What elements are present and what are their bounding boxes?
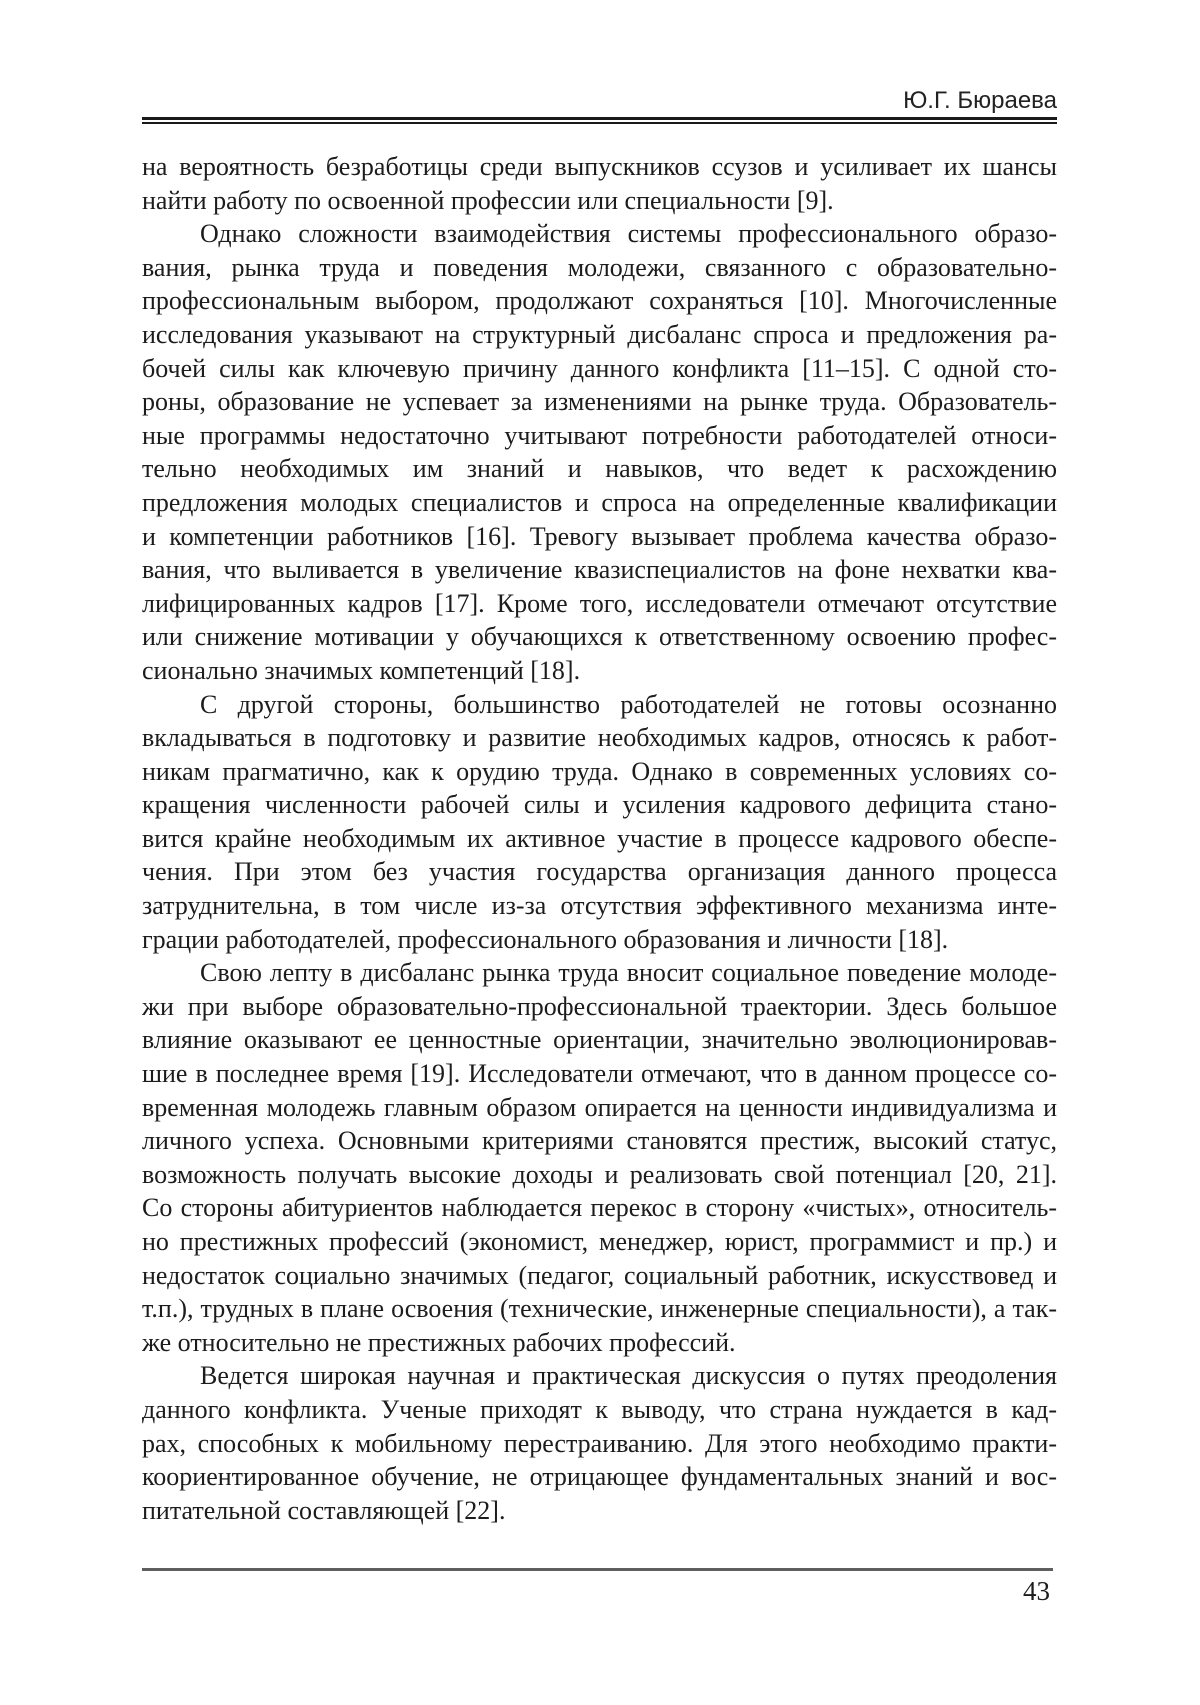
text-line: недостаток социально значимых (педагог, социальный работник, искусствовед и (142, 1260, 1057, 1290)
text-line: шие в последнее время [19]. Исследователи отмечают, что в данном процессе со- (142, 1059, 1057, 1089)
text-line: вания, рынка труда и поведения молодежи, связанного с образовательно- (142, 252, 1057, 282)
text-line: и компетенции работников [16]. Тревогу вызывает проблема качества образо- (142, 521, 1057, 551)
text-line: сионально значимых компетенций [18]. (142, 655, 581, 685)
page-number: 43 (1023, 1576, 1050, 1606)
text-line: тельно необходимых им знаний и навыков, что ведет к расхождению (142, 454, 1057, 484)
footer-rule (142, 1568, 1053, 1571)
text-line: найти работу по освоенной профессии или специальности [9]. (142, 185, 834, 215)
text-line: кращения численности рабочей силы и усиления кадрового дефицита стано- (142, 790, 1057, 820)
text-line: вкладываться в подготовку и развитие необходимых кадров, относясь к работ- (142, 723, 1057, 753)
text-line: данного конфликта. Ученые приходят к выводу, что страна нуждается в кад- (142, 1394, 1057, 1424)
text-line: Ведется широкая научная и практическая дискуссия о путях преодоления (200, 1361, 1057, 1391)
paragraph (142, 956, 1057, 1359)
text-line: рах, способных к мобильному перестраиванию. Для этого необходимо практи- (142, 1428, 1057, 1458)
text-line: ные программы недостаточно учитывают потребности работодателей относи- (142, 420, 1057, 450)
text-line: влияние оказывают ее ценностные ориентации, значительно эволюционировав- (142, 1025, 1057, 1055)
text-line: грации работодателей, профессионального образования и личности [18]. (142, 924, 949, 954)
page-header-author: Ю.Г. Бюраева (903, 87, 1057, 114)
text-line: роны, образование не успевает за изменениями на рынке труда. Образователь- (142, 387, 1057, 417)
paragraph (142, 150, 1057, 217)
text-line: лифицированных кадров [17]. Кроме того, исследователи отмечают отсутствие (142, 588, 1057, 618)
text-line: Свою лепту в дисбаланс рынка труда вносит социальное поведение молоде- (200, 958, 1057, 988)
text-line: вания, что выливается в увеличение квазиспециалистов на фоне нехватки ква- (142, 555, 1057, 585)
paragraph (142, 688, 1057, 957)
text-line: коориентированное обучение, не отрицающее фундаментальных знаний и вос- (142, 1462, 1057, 1492)
text-line: же относительно не престижных рабочих профессий. (142, 1327, 736, 1357)
header-rule (142, 117, 1057, 124)
text-line: личного успеха. Основными критериями становятся престиж, высокий статус, (142, 1126, 1057, 1156)
page-body (142, 150, 1057, 1527)
text-line: питательной составляющей [22]. (142, 1495, 506, 1525)
paragraph (142, 217, 1057, 687)
text-line: профессиональным выбором, продолжают сохраняться [10]. Многочисленные (142, 286, 1057, 316)
text-line: затруднительна, в том числе из-за отсутствия эффективного механизма инте- (142, 891, 1057, 921)
text-line: временная молодежь главным образом опирается на ценности индивидуализма и (142, 1092, 1057, 1122)
text-line: возможность получать высокие доходы и реализовать свой потенциал [20, 21]. (142, 1159, 1057, 1189)
text-line: никам прагматично, как к орудию труда. Однако в современных условиях со- (142, 756, 1057, 786)
text-line: С другой стороны, большинство работодателей не готовы осознанно (200, 689, 1057, 719)
text-line: чения. При этом без участия государства организация данного процесса (142, 857, 1057, 887)
text-line: вится крайне необходимым их активное участие в процессе кадрового обеспе- (142, 823, 1057, 853)
text-line: жи при выборе образовательно-профессиональной траектории. Здесь большое (142, 991, 1057, 1021)
text-line: т.п.), трудных в плане освоения (технические, инженерные специальности), а так- (142, 1294, 1057, 1324)
text-line: исследования указывают на структурный дисбаланс спроса и предложения ра- (142, 319, 1057, 349)
text-line: но престижных профессий (экономист, менеджер, юрист, программист и пр.) и (142, 1227, 1057, 1256)
text-line: или снижение мотивации у обучающихся к ответственному освоению профес- (142, 622, 1057, 652)
text-line: бочей силы как ключевую причину данного конфликта [11–15]. С одной сто- (142, 353, 1057, 383)
text-line: Однако сложности взаимодействия системы профессионального образо- (200, 219, 1057, 249)
text-line: Со стороны абитуриентов наблюдается перекос в сторону «чистых», относитель- (142, 1193, 1057, 1223)
text-line: предложения молодых специалистов и спроса на определенные квалификации (142, 487, 1057, 517)
text-line: на вероятность безработицы среди выпускников ссузов и усиливает их шансы (142, 152, 1057, 181)
paragraph (142, 1359, 1057, 1527)
